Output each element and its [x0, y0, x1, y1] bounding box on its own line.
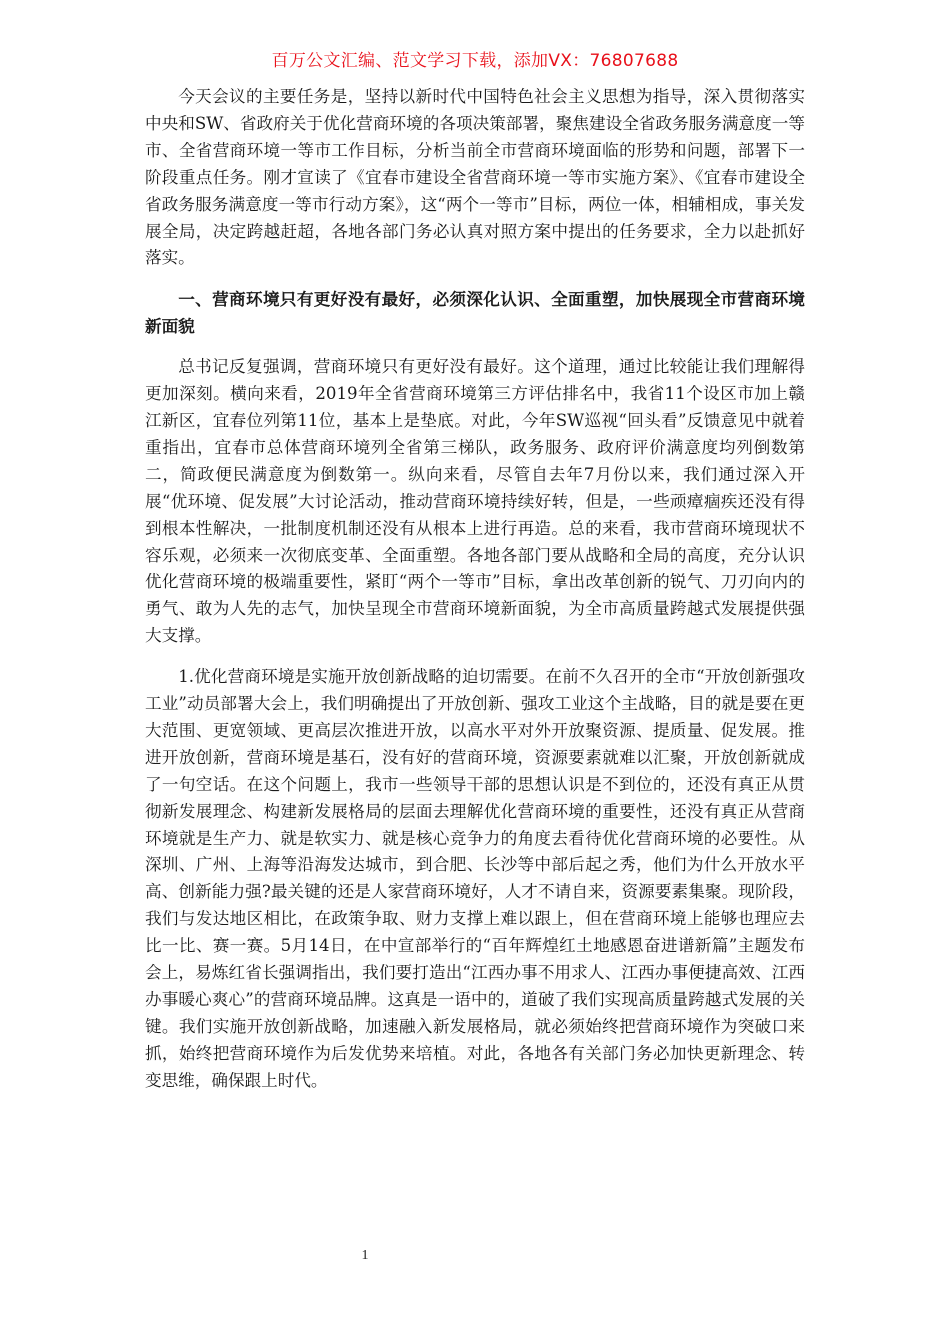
section-heading: 一、营商环境只有更好没有最好，必须深化认识、全面重塑，加快展现全市营商环境新面貌	[145, 289, 805, 337]
body-paragraph-1: 总书记反复强调，营商环境只有更好没有最好。这个道理，通过比较能让我们理解得更加深刻。横向来看，2019年全省营商环境第三方评估排名中，我省11个设区市加上赣江新区，宜春位列第11位，基本上是垫底。对此，今年SW巡视“回头看”反馈意见中就着重指出，宜春市总体营商环境列全省第三梯队，政务服务、政府评价满意度均列倒数第二，简政便民满意度为倒数第一。纵向来看，尽管自去年7月份以来，我们通过深入开展“优环境、促发展”大讨论活动，推动营商环境持续好转，但是，一些顽瘴痼疾还没有得到根本性解决，一批制度机制还没有从根本上进行再造。总的来看，我市营商环境现状不容乐观，必须来一次彻底变革、全面重塑。各地各部门要从战略和全局的高度，充分认识优化营商环境的极端重要性，紧盯“两个一等市”目标，拿出改革创新的锐气、刀刃向内的勇气、敢为人先的志气，加快呈现全市营商环境新面貌，为全市高质量跨越式发展提供强大支撑。	[145, 357, 805, 646]
page-number: 1	[361, 1248, 369, 1263]
document-body	[145, 84, 805, 1095]
body-paragraph-2: 1.优化营商环境是实施开放创新战略的迫切需要。在前不久召开的全市“开放创新强攻工业”动员部署大会上，我们明确提出了开放创新、强攻工业这个主战略，目的就是要在更大范围、更宽领域、更高层次推进开放，以高水平对外开放聚资源、提质量、促发展。推进开放创新，营商环境是基石，没有好的营商环境，资源要素就难以汇聚，开放创新就成了一句空话。在这个问题上，我市一些领导干部的思想认识是不到位的，还没有真正从贯彻新发展理念、构建新发展格局的层面去理解优化营商环境的重要性，还没有真正从营商环境就是生产力、就是软实力、就是核心竞争力的角度去看待优化营商环境的必要性。从深圳、广州、上海等沿海发达城市，到合肥、长沙等中部后起之秀，他们为什么开放水平高、创新能力强?最关键的还是人家营商环境好，人才不请自来，资源要素集聚。现阶段，我们与发达地区相比，在政策争取、财力支撑上难以跟上，但在营商环境上能够也理应去比一比、赛一赛。5月14日，在中宣部举行的“百年辉煌红土地感恩奋进谱新篇”主题发布会上，易炼红省长强调指出，我们要打造出“江西办事不用求人、江西办事便捷高效、江西办事暖心爽心”的营商环境品牌。这真是一语中的，道破了我们实现高质量跨越式发展的关键。我们实施开放创新战略，加速融入新发展格局，就必须始终把营商环境作为突破口来抓，始终把营商环境作为后发优势来培植。对此，各地各有关部门务必加快更新理念、转变思维，确保跟上时代。	[145, 667, 805, 1090]
intro-paragraph: 今天会议的主要任务是，坚持以新时代中国特色社会主义思想为指导，深入贯彻落实中央和SW、省政府关于优化营商环境的各项决策部署，聚焦建设全省政务服务满意度一等市、全省营商环境一等市工作目标，分析当前全市营商环境面临的形势和问题，部署下一阶段重点任务。刚才宣读了《宜春市建设全省营商环境一等市实施方案》、《宜春市建设全省政务服务满意度一等市行动方案》，这“两个一等市”目标，两位一体，相辅相成，事关发展全局，决定跨越赶超，各地各部门务必认真对照方案中提出的任务要求，全力以赴抓好落实。	[145, 87, 805, 268]
watermark-header: 百万公文汇编、范文学习下载，添加VX：76807688	[271, 51, 679, 71]
